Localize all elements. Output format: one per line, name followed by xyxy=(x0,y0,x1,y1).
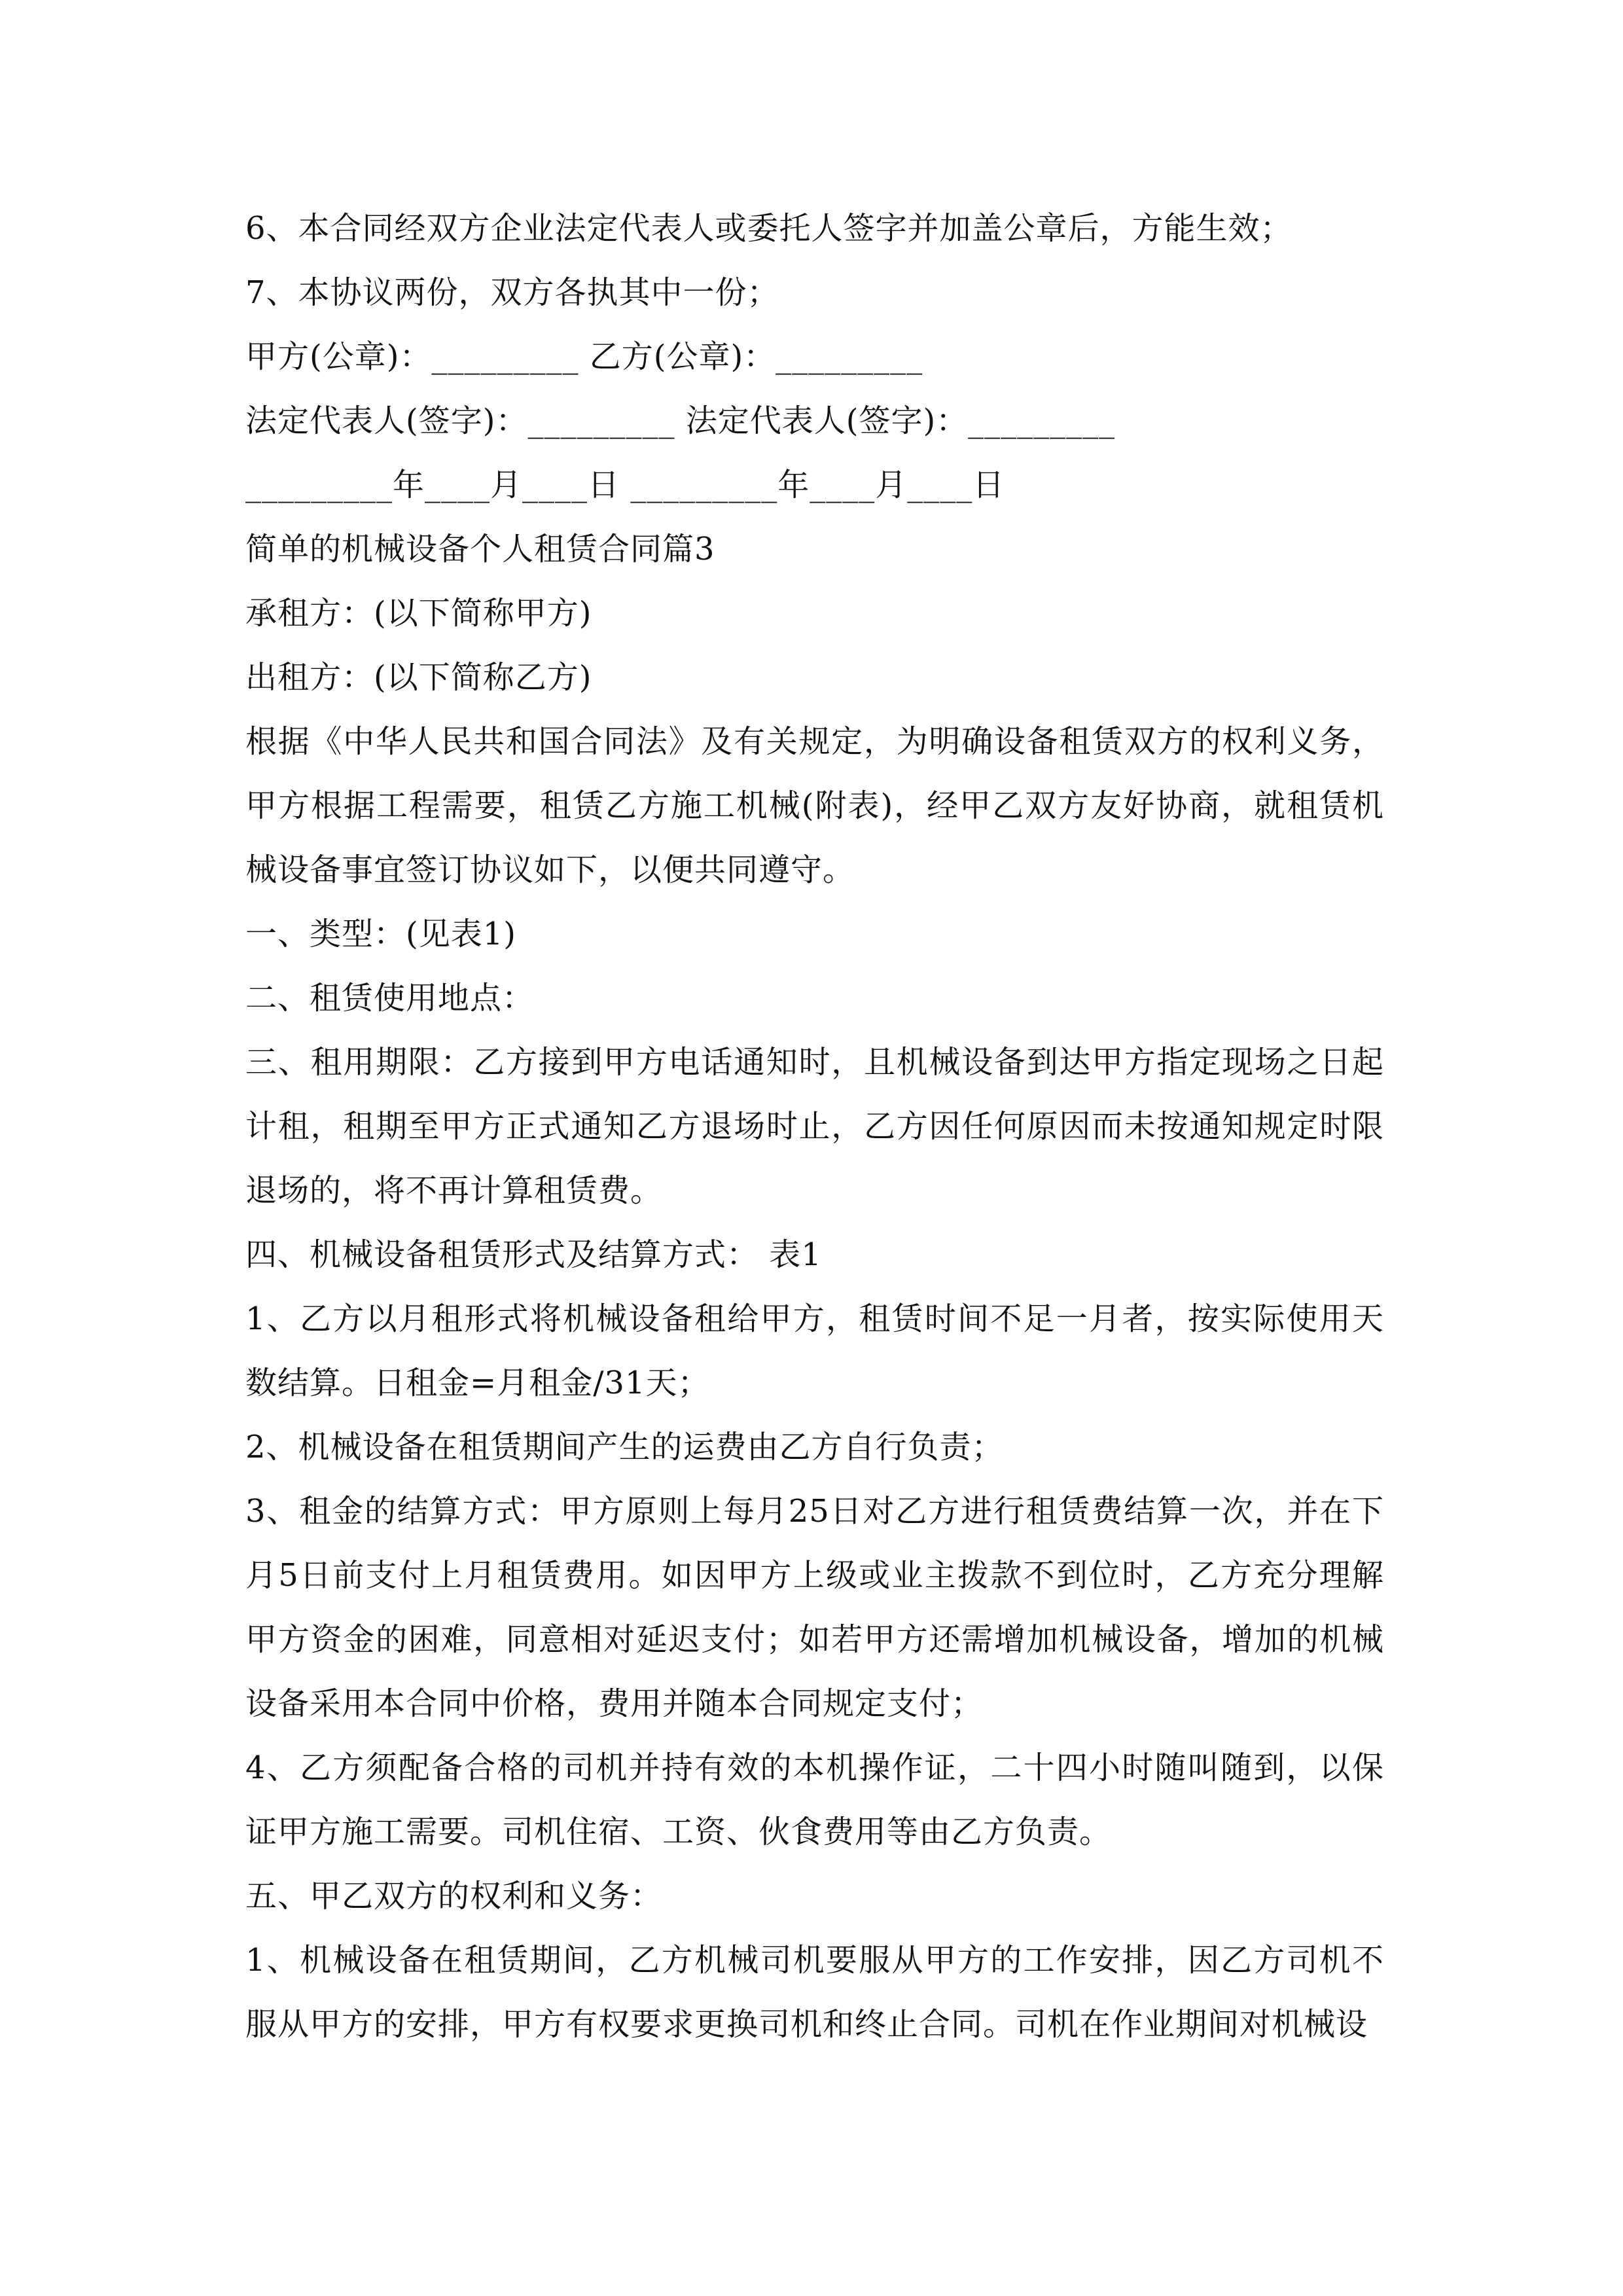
section-title: 简单的机械设备个人租赁合同篇3 xyxy=(245,531,715,567)
rights-heading: 五、甲乙双方的权利和义务： xyxy=(245,1878,663,1914)
date-line: _________年____月____日 _________年____月____日 xyxy=(245,467,1005,503)
form-item-2: 2、机械设备在租赁期间产生的运费由乙方自行负责； xyxy=(245,1429,1004,1465)
form-item-3: 3、租金的结算方式：甲方原则上每月25日对乙方进行租赁费结算一次，并在下月5日前支付上月租赁费用。如因甲方上级或业主拨款不到位时，乙方充分理解甲方资金的困难，同意相对延迟支付；如若甲方还需增加机械设备，增加的机械设备采用本合同中价格，费用并随本合同规定支付； xyxy=(245,1493,1384,1722)
form-item-1: 1、乙方以月租形式将机械设备租给甲方，租赁时间不足一月者，按实际使用天数结算。日租金=月租金/31天； xyxy=(245,1300,1384,1401)
intro-paragraph: 根据《中华人民共和国合同法》及有关规定，为明确设备租赁双方的权利义务，甲方根据工程需要，租赁乙方施工机械(附表)，经甲乙双方友好协商，就租赁机械设备事宜签订协议如下，以便共同遵守。 xyxy=(245,723,1384,888)
location-heading: 二、租赁使用地点： xyxy=(245,980,535,1016)
form-heading: 四、机械设备租赁形式及结算方式： 表1 xyxy=(245,1236,822,1273)
document-page xyxy=(245,196,1384,2056)
clause-7: 7、本协议两份，双方各执其中一份； xyxy=(245,274,779,311)
seal-line: 甲方(公章)：_________ 乙方(公章)：_________ xyxy=(245,338,923,375)
lessor-line: 出租方：(以下简称乙方) xyxy=(245,659,592,696)
period-paragraph: 三、租用期限：乙方接到甲方电话通知时，且机械设备到达甲方指定现场之日起计租，租期至甲方正式通知乙方退场时止，乙方因任何原因而未按通知规定时限退场的，将不再计算租赁费。 xyxy=(245,1044,1384,1209)
form-item-4: 4、乙方须配备合格的司机并持有效的本机操作证，二十四小时随叫随到，以保证甲方施工需要。司机住宿、工资、伙食费用等由乙方负责。 xyxy=(245,1749,1384,1850)
signature-line: 法定代表人(签字)：_________ 法定代表人(签字)：_________ xyxy=(245,403,1116,439)
lessee-line: 承租方：(以下简称甲方) xyxy=(245,595,592,632)
type-heading: 一、类型：(见表1) xyxy=(245,916,516,952)
clause-6: 6、本合同经双方企业法定代表人或委托人签字并加盖公章后，方能生效； xyxy=(245,210,1293,247)
rights-item-1: 1、机械设备在租赁期间，乙方机械司机要服从甲方的工作安排，因乙方司机不服从甲方的安排，甲方有权要求更换司机和终止合同。司机在作业期间对机械设 xyxy=(245,1942,1384,2043)
